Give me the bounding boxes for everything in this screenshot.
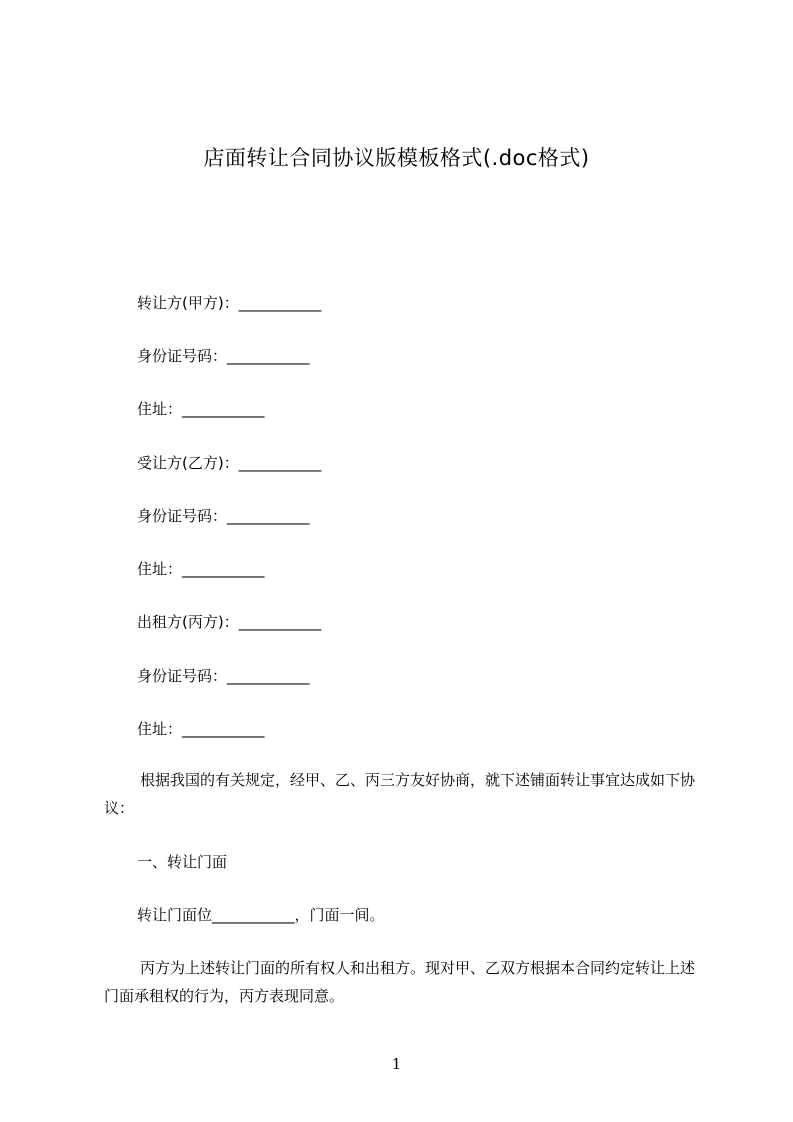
section-paragraph: 丙方为上述转让门面的所有权人和出租方。现对甲、乙双方根据本合同约定转让上述门面承租权的行为，丙方表现同意。: [104, 959, 696, 1005]
lessor-name-field: 出租方(丙方)：___________: [137, 613, 322, 631]
transferor-address-field: 住址：___________: [137, 400, 265, 418]
page-number: 1: [391, 1055, 402, 1073]
transferee-name-field: 受让方(乙方)：___________: [137, 454, 322, 472]
section-transfer-line: 转让门面位___________，门面一间。: [137, 906, 385, 924]
document-title: 店面转让合同协议版模板格式(.doc格式): [203, 146, 590, 170]
transferor-id-field: 身份证号码：___________: [137, 347, 310, 365]
transferor-name-field: 转让方(甲方)：___________: [137, 294, 322, 312]
transferee-id-field: 身份证号码：___________: [137, 507, 310, 525]
intro-paragraph: 根据我国的有关规定，经甲、乙、丙三方友好协商，就下述铺面转让事宜达成如下协议：: [104, 771, 696, 817]
transferee-address-field: 住址：___________: [137, 560, 265, 578]
lessor-address-field: 住址：___________: [137, 720, 265, 738]
lessor-id-field: 身份证号码：___________: [137, 667, 310, 685]
section-heading: 一、转让门面: [137, 853, 228, 871]
